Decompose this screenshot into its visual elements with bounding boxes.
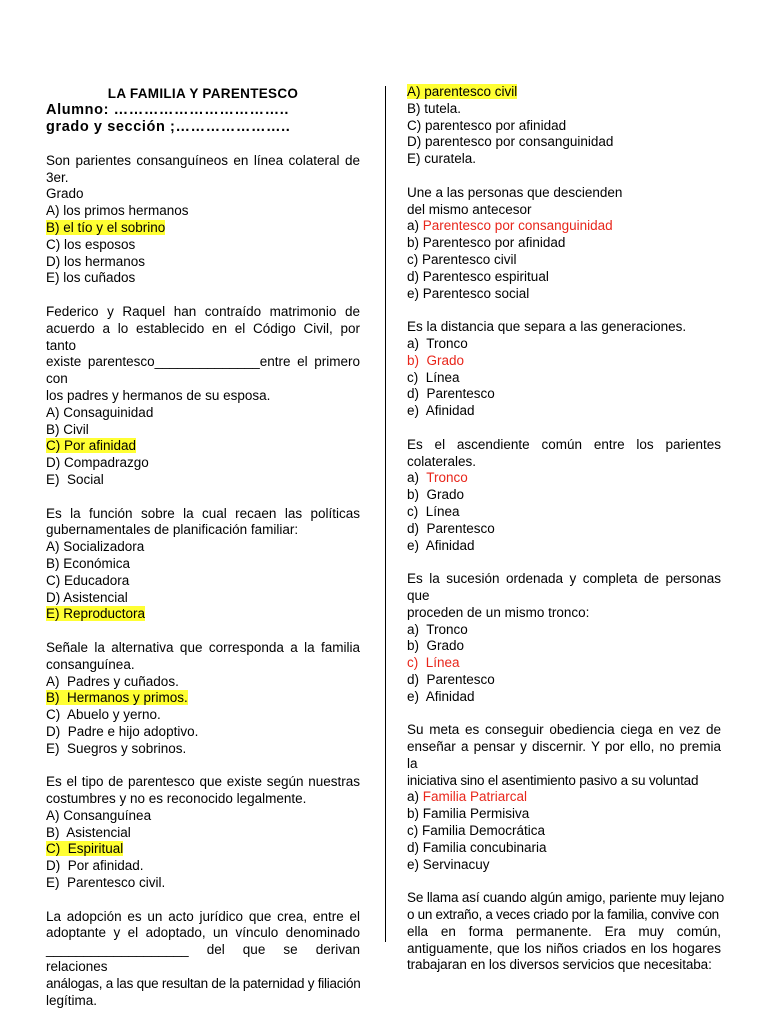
question-9-option-b: b) Grado [407,487,465,503]
question-6-stem-line: legítima. [46,992,98,1008]
question-11-option-e: e) Servinacuy [407,856,490,872]
question-2-stem-line: los padres y hermanos de su esposa. [46,387,271,403]
question-9-option-e: e) Afinidad [407,537,475,553]
question-5-option-a: A) Consanguínea [46,807,152,823]
question-2-option-d: D) Compadrazgo [46,455,149,471]
question-8-option-d: d) Parentesco [407,386,495,402]
question-2-stem-line: Federico y Raquel han contraído matrimonio de [46,303,360,319]
question-7-option-e: e) Parentesco social [407,285,530,301]
question-11 [407,722,721,873]
question-7-option-a-answer: Parentesco por consanguinidad [422,218,613,234]
question-10-stem-line: proceden de un mismo tronco: [407,604,590,620]
question-9-option-d: d) Parentesco [407,520,495,536]
column-divider [385,86,386,942]
question-1-stem-line: Son parientes consanguíneos en línea colateral de 3er. [46,152,360,185]
question-1-option-d: D) los hermanos [46,253,146,269]
question-10 [407,571,721,705]
question-7-option-d: d) Parentesco espiritual [407,268,549,284]
question-6-option-e: E) curatela. [407,151,477,167]
question-8-option-e: e) Afinidad [407,403,475,419]
question-4-option-c: C) Abuelo y yerno. [46,707,161,723]
question-6-option-b: B) tutela. [407,100,462,116]
question-3-stem-line: gubernamentales de planificación familiar: [46,522,299,538]
question-4-option-a: A) Padres y cuñados. [46,673,179,689]
question-10-stem-line: Es la sucesión ordenada y completa de personas que [407,571,721,603]
question-7-stem-line: del mismo antecesor [407,201,532,217]
question-11-option-a-letter: a) [407,789,423,805]
question-5-option-b: B) Asistencial [46,824,131,840]
question-6-stem-line: adoptante y el adoptado, un vínculo denominado [46,925,360,941]
question-2-option-c-highlighted: C) Por afinidad [46,438,137,454]
question-2-stem-line: existe parentesco______________entre el primero con [46,354,360,387]
grade-section-line: grado y sección ;………………….. [46,119,291,135]
question-1 [46,153,360,287]
spacer [46,136,360,153]
question-12-stem-line: antiguamente, que los niños criados en los hogares [407,940,721,956]
question-10-option-b: b) Grado [407,638,465,654]
question-2-option-a: A) Consaguinidad [46,404,154,420]
question-12 [407,890,725,974]
question-5-stem-line: Es el tipo de parentesco que existe según nuestras [46,774,360,790]
question-8 [407,319,721,420]
question-7 [407,185,721,303]
question-7-option-c: c) Parentesco civil [407,251,517,267]
question-9-stem-line: Es el ascendiente común entre los parientes [407,436,721,452]
question-11-stem-line: enseñar a pensar y discernir. Y por ello, no premia la [407,739,721,771]
question-9 [407,437,721,555]
question-11-stem-line: Su meta es conseguir obediencia ciega en vez de [407,722,721,738]
question-11-stem-line: iniciativa sino el asentimiento pasivo a su voluntad [407,772,699,788]
question-10-option-c-answer: c) Línea [407,655,460,671]
question-6-stem-line: La adopción es un acto jurídico que crea, entre el [46,908,360,924]
question-2-option-b: B) Civil [46,421,89,437]
question-1-option-e: E) los cuñados [46,270,136,286]
question-1-option-a: A) los primos hermanos [46,203,189,219]
question-3 [46,506,360,624]
question-11-option-a-answer: Familia Patriarcal [422,789,528,805]
question-12-stem-line: o un extraño, a veces criado por la familia, convive con [407,907,719,923]
question-1-stem-line: Grado [46,186,84,202]
question-5-option-d: D) Por afinidad. [46,858,144,874]
question-3-option-c: C) Educadora [46,572,130,588]
question-8-option-b-answer: b) Grado [407,352,465,368]
question-6-option-d: D) parentesco por consanguinidad [407,134,614,150]
question-4-stem-line: Señale la alternativa que corresponda a la familia [46,639,360,655]
question-4-stem-line: consanguínea. [46,656,135,672]
question-9-option-c: c) Línea [407,503,460,519]
question-9-stem-line: colaterales. [407,453,477,469]
question-6-stem-line: análogas, a las que resultan de la paternidad y filiación [46,975,361,991]
question-4 [46,640,360,758]
question-6-option-a-highlighted: A) parentesco civil [407,84,518,99]
question-6-options [407,84,721,168]
question-10-option-e: e) Afinidad [407,688,475,704]
question-3-option-d: D) Asistencial [46,589,128,605]
question-3-option-a: A) Socializadora [46,539,145,555]
question-6-option-c: C) parentesco por afinidad [407,117,567,133]
question-7-option-b: b) Parentesco por afinidad [407,235,566,251]
question-4-option-b-highlighted: B) Hermanos y primos. [46,690,188,706]
question-12-stem-line: ella en forma permanente. Era muy común, [407,923,721,939]
question-4-option-d: D) Padre e hijo adoptivo. [46,723,199,739]
question-5-stem-line: costumbres y no es reconocido legalmente. [46,791,307,807]
question-2 [46,304,360,489]
question-3-stem-line: Es la función sobre la cual recaen las políticas [46,505,360,521]
worksheet-title: LA FAMILIA Y PARENTESCO [107,86,299,101]
student-name-line: Alumno: …………………………….. [46,102,289,118]
question-1-option-b-highlighted: B) el tío y el sobrino [46,219,166,235]
question-5-option-e: E) Parentesco civil. [46,875,166,891]
question-12-stem-line: trabajaran en los diversos servicios que necesitaba: [407,957,712,973]
question-9-option-a-letter: a) [407,470,427,486]
question-8-stem-line: Es la distancia que separa a las generaciones. [407,319,687,335]
question-11-option-d: d) Familia concubinaria [407,839,547,855]
question-10-option-d: d) Parentesco [407,671,495,687]
question-6-stem-line: ___________________ del que se derivan relaciones [46,942,360,975]
question-3-option-e-highlighted: E) Reproductora [46,606,146,622]
question-7-option-a-letter: a) [407,218,423,234]
question-10-option-a: a) Tronco [407,621,468,637]
question-11-option-c: c) Familia Democrática [407,823,546,839]
question-8-option-c: c) Línea [407,369,460,385]
question-2-option-e: E) Social [46,471,104,487]
question-3-option-b: B) Económica [46,555,131,571]
question-1-option-c: C) los esposos [46,236,136,252]
right-column [407,84,725,991]
question-2-stem-line: acuerdo a lo establecido en el Código Civil, por tanto [46,320,360,353]
question-5-option-c-highlighted: C) Espiritual [46,841,124,857]
question-5 [46,774,360,892]
question-12-stem-line: Se llama así cuando algún amigo, pariente muy lejano [407,890,725,906]
question-9-option-a-answer: Tronco [426,470,468,486]
left-column [46,84,360,1026]
question-4-option-e: E) Suegros y sobrinos. [46,740,187,756]
question-6 [46,909,360,1010]
question-7-stem-line: Une a las personas que descienden [407,184,623,200]
question-8-option-a: a) Tronco [407,335,468,351]
question-11-option-b: b) Familia Permisiva [407,806,530,822]
